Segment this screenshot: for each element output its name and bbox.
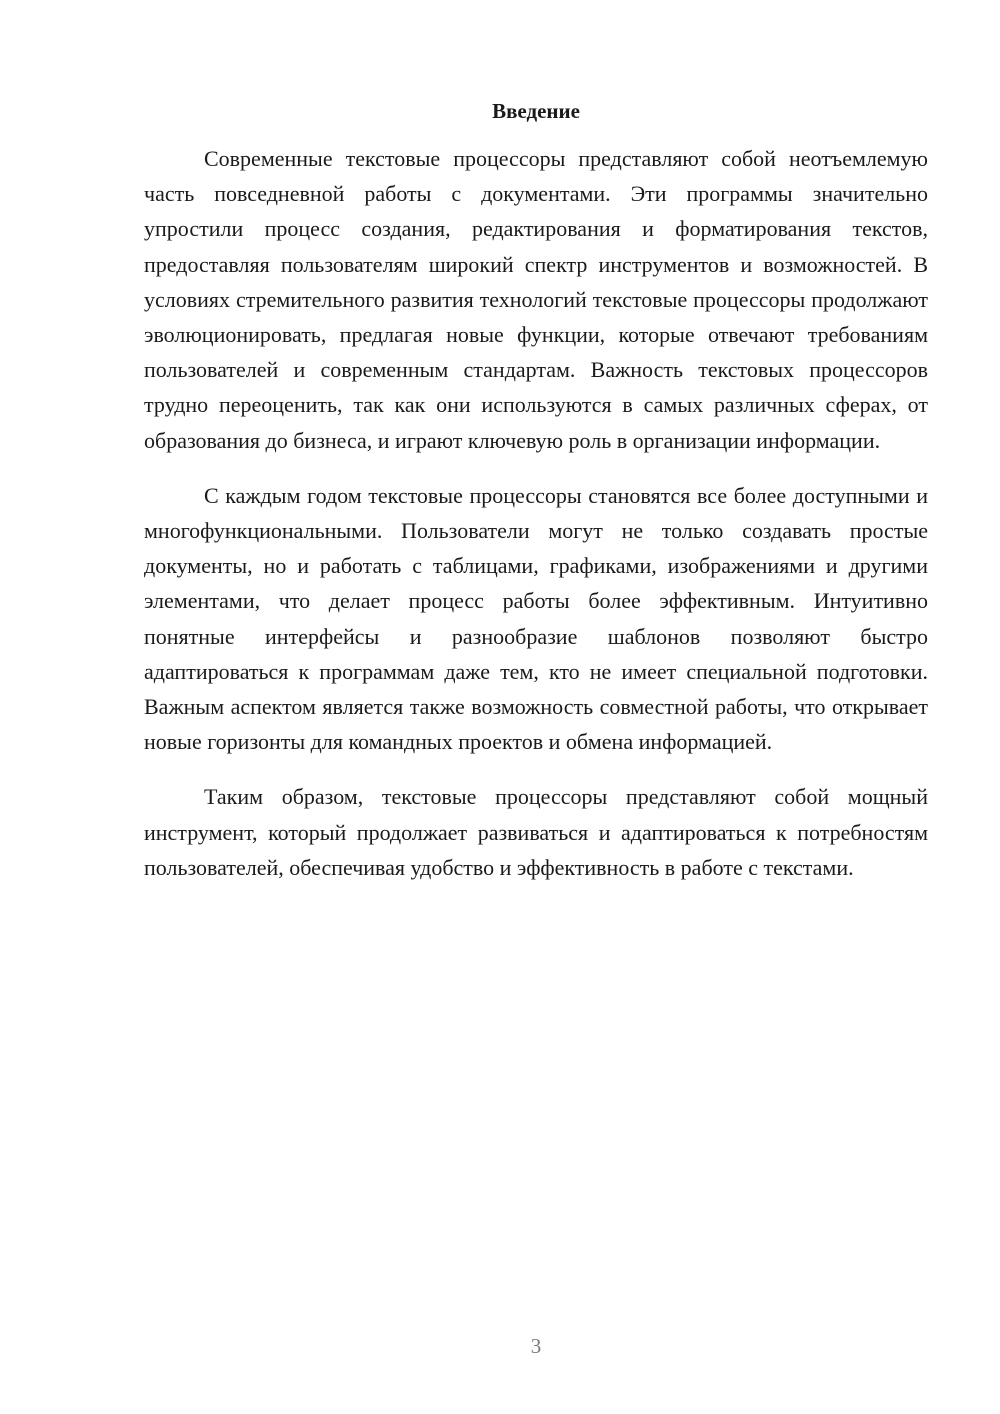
paragraph-3: Таким образом, текстовые процессоры представляют собой мощный инструмент, который продолжает развиваться и адаптироваться к потребностям пользователей, обеспечивая удобство и эффективность в работе с текстами. [144,784,928,880]
paragraph-2: С каждым годом текстовые процессоры становятся все более доступными и многофункциональными. Пользователи могут не только создавать простые документы, но и работать с таблицами, графиками, изображениями и другими элементами, что делает процесс работы более эффективным. Интуитивно понятные интерфейсы и разнообразие шаблонов позволяют быстро адаптироваться к программам даже тем, кто не имеет специальной подготовки. Важным аспектом является также возможность совместной работы, что открывает новые горизонты для командных проектов и обмена информацией. [144,482,928,755]
page-content [144,97,928,905]
paragraph-1: Современные текстовые процессоры представляют собой неотъемлемую часть повседневной работы с документами. Эти программы значительно упростили процесс создания, редактирования и форматирования текстов, предоставляя пользователям широкий спектр инструментов и возможностей. В условиях стремительного развития технологий текстовые процессоры продолжают эволюционировать, предлагая новые функции, которые отвечают требованиям пользователей и современным стандартам. Важность текстовых процессоров трудно переоценить, так как они используются в самых различных сферах, от образования до бизнеса, и играют ключевую роль в организации информации. [144,146,928,453]
section-title: Введение [492,99,580,123]
page-number: 3 [530,1334,542,1358]
